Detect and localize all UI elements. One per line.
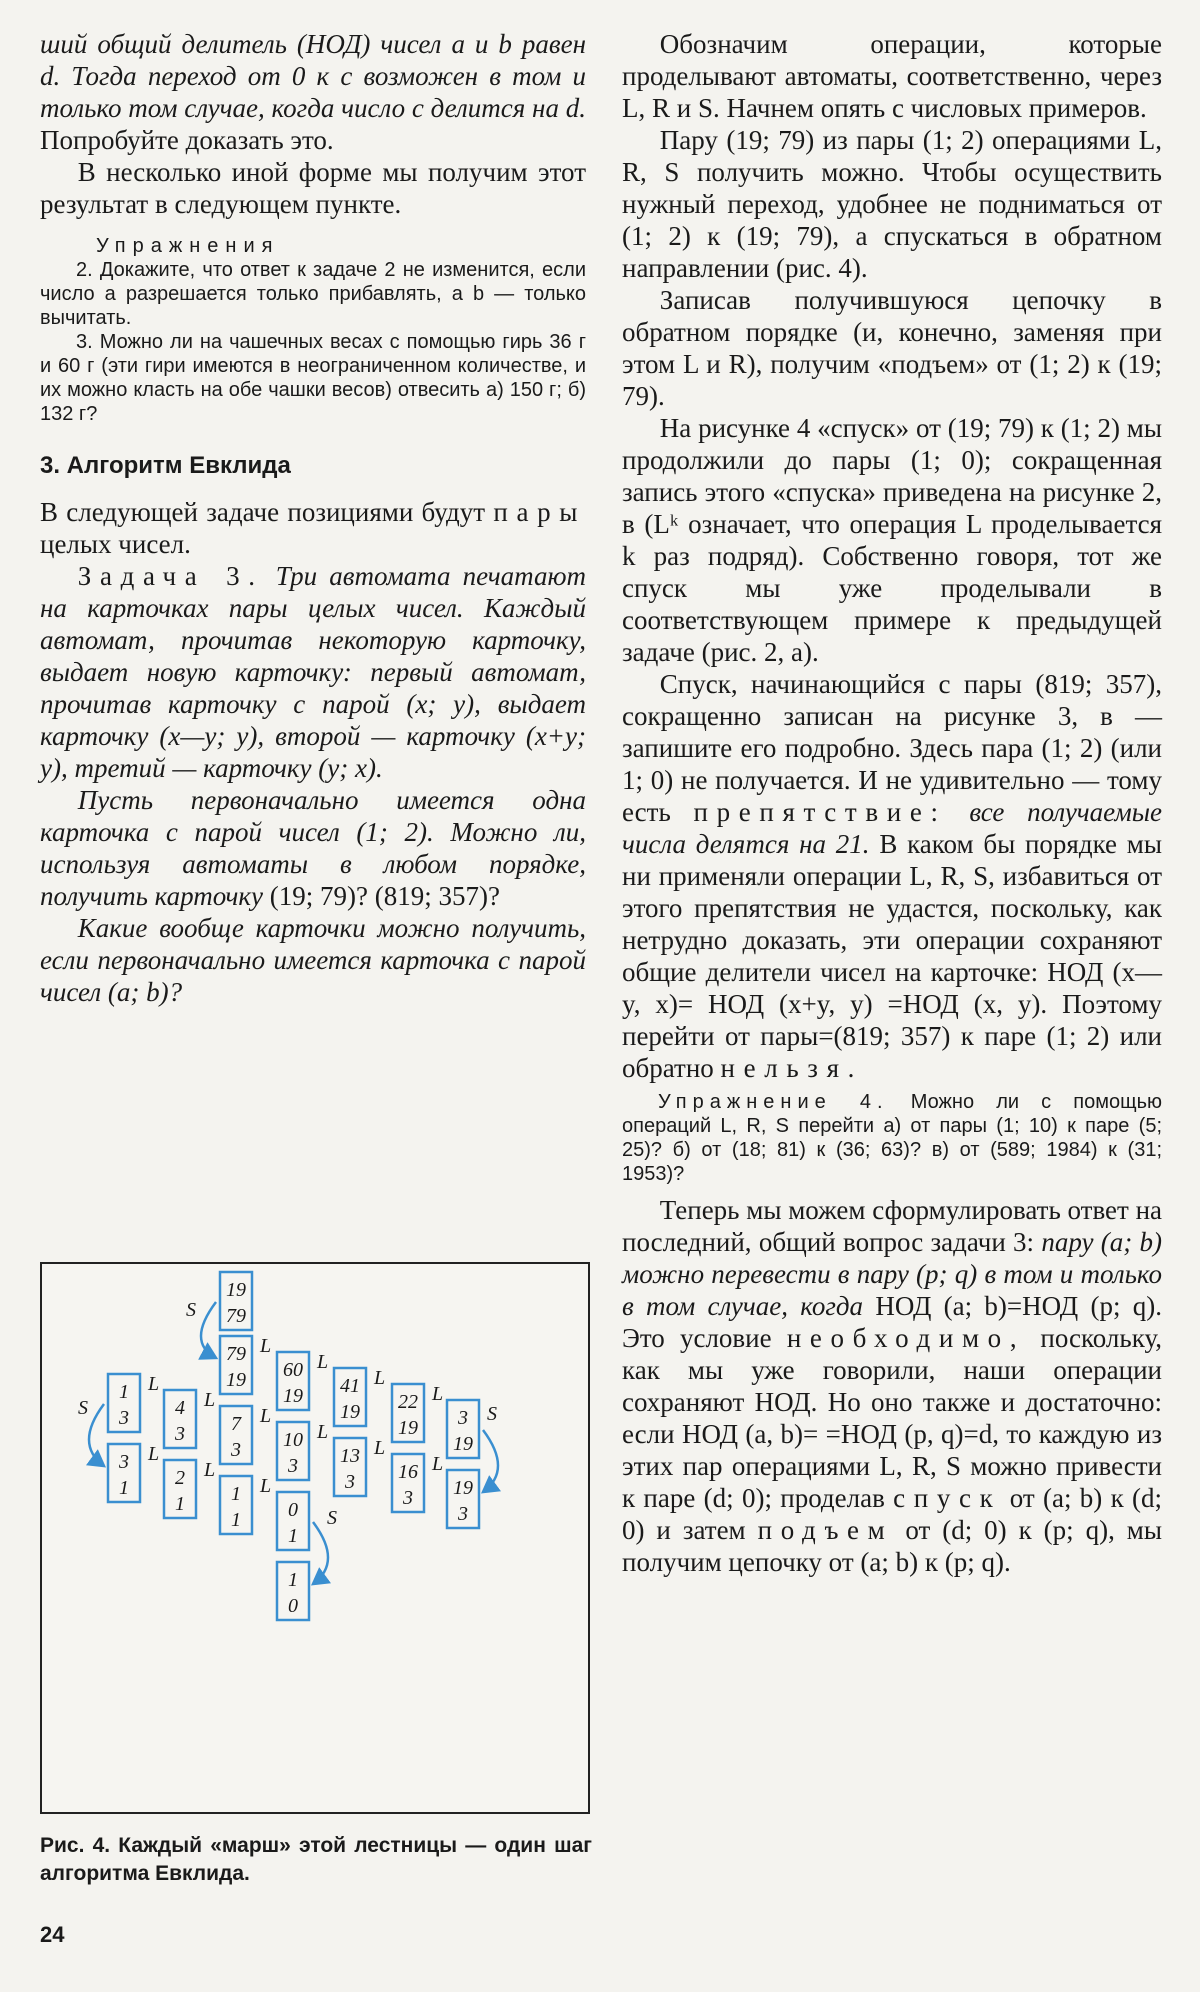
- exercise-3: 3. Можно ли на чашечных весах с помощью гирь 36 г и 60 г (эти гири имеются в неограниченном количестве, и их можно класть на обе чашки весов) отвесить а) 150 г; б) 132 г?: [40, 331, 586, 425]
- card-17-top: 1: [288, 1569, 298, 1591]
- exercises-heading: Упражнения: [96, 235, 280, 257]
- task-general: Какие вообще карточки можно получить, если первоначально имеется карточка с парой чисел (a; b)?: [40, 913, 586, 1007]
- card-9-bottom: 3: [288, 1455, 298, 1477]
- op-l-row2-3: L: [260, 1405, 272, 1427]
- intro-continuation: ший общий делитель (НОД) чисел a и b равен d. Тогда переход от 0 к c возможен в том и только том случае, когда число c делится на d.: [40, 29, 586, 123]
- card-13-top: 3: [119, 1451, 129, 1473]
- op-s-1-arrow: [201, 1302, 216, 1358]
- paragraph-5-end: В каком бы порядке мы ни применяли операции L, R, S, избавиться от этого препятствия не удастся, поскольку, как нетрудно доказать, эти операции сохраняют общие делители чисел на карточке: НОД (x—y, x)= НОД (x+y, y) =НОД (x, y). Поэтому перейти от пары=(819; 357) к паре (1; 2) или обратно: [622, 829, 1162, 1083]
- paragraph-3: Записав получившуюся цепочку в обратном порядке (и, конечно, заменяя при этом L и R), получим «подъем» от (1; 2) к (19; 79).: [622, 285, 1162, 411]
- right-column: [622, 28, 1162, 1578]
- card-15-bottom: 1: [231, 1509, 241, 1531]
- card-5-bottom: 19: [453, 1433, 473, 1455]
- card-6-bottom: 3: [458, 1503, 468, 1525]
- paragraph-5: [622, 668, 1162, 1084]
- paragraph-6-mid: поскольку, как мы уже говорили, наши операции сохраняют НОД. Но оно также и достаточно: если НОД (a, b)= =НОД (p, q)=d, то каждую из этих пар операциями L, R, S можно привести к паре (d; 0); проделав: [622, 1323, 1162, 1513]
- left-column: [40, 28, 586, 1008]
- card-2-top: 60: [283, 1359, 303, 1381]
- card-7-top: 16: [398, 1461, 418, 1483]
- card-4-top: 22: [398, 1391, 418, 1413]
- card-9-top: 10: [283, 1429, 303, 1451]
- card-6-top: 19: [453, 1477, 473, 1499]
- card-5-top: 3: [458, 1407, 468, 1429]
- card-1-bottom: 19: [226, 1369, 246, 1391]
- exercise-4-text: Можно ли с помощью операций L, R, S перейти а) от пары (1; 10) к паре (5; 25)? б) от (18; 81) к (36; 63)? в) от (589; 1984) к (31; 1953)?: [622, 1091, 1163, 1185]
- op-l-row1-3: L: [432, 1383, 444, 1405]
- task-question-tail: (19; 79)? (819; 357)?: [269, 881, 500, 911]
- section-heading: 3. Алгоритм Евклида: [40, 452, 291, 479]
- staircase-diagram: [42, 1264, 592, 1816]
- paragraph-5-start: Спуск, начинающийся с пары (819; 357), сокращенно записан на рисунке 3, в — запишите его подробно. Здесь пара (1; 2) (или 1; 0) не получается. И не удивительно — тому есть: [622, 669, 1162, 827]
- card-10-top: 7: [231, 1413, 241, 1435]
- task-question-italic: Пусть первоначально имеется одна карточка с парой чисел (1; 2). Можно ли, используя автоматы в любом порядке, получить карточку: [40, 785, 586, 911]
- paragraph-2: Пару (19; 79) из пары (1; 2) операциями L, R, S получить можно. Чтобы осуществить нужный переход, удобнее не подниматься от (1; 2) к (19; 79), а спускаться в обратном направлении (рис. 4).: [622, 125, 1162, 283]
- paragraph-6: [622, 1194, 1162, 1578]
- card-4-bottom: 19: [398, 1417, 418, 1439]
- card-7-bottom: 3: [403, 1487, 413, 1509]
- exercise-2: 2. Докажите, что ответ к задаче 2 не изменится, если число a разрешается только прибавлять, а b — только вычитать.: [40, 259, 586, 329]
- card-0-bottom: 79: [226, 1305, 246, 1327]
- op-s-4-arrow: [313, 1522, 328, 1584]
- op-l-row2-5: L: [148, 1373, 160, 1395]
- paragraph-6-cond: НОД (a; b)=НОД (p; q).: [875, 1291, 1162, 1321]
- exercise-4-block: [622, 1090, 1162, 1186]
- card-14-bottom: 1: [175, 1493, 185, 1515]
- card-15-top: 1: [231, 1483, 241, 1505]
- card-3-top: 41: [340, 1375, 360, 1397]
- paragraph-6-spaced-3: подъем: [757, 1515, 894, 1545]
- op-l-row2-4: L: [204, 1389, 216, 1411]
- op-s-1-label: S: [186, 1299, 196, 1321]
- card-8-top: 13: [340, 1445, 360, 1467]
- card-10-bottom: 3: [231, 1439, 241, 1461]
- intro-paragraph: [40, 28, 586, 156]
- positions-tail: целых чисел.: [40, 529, 191, 559]
- paragraph-6-lead: Это условие: [622, 1323, 772, 1353]
- card-11-top: 4: [175, 1397, 185, 1419]
- card-3-bottom: 19: [340, 1401, 360, 1423]
- op-l-row2-2: L: [317, 1421, 329, 1443]
- paragraph-5-italic: все получаемые числа делятся на 21.: [622, 797, 1162, 859]
- page-number: 24: [40, 1922, 65, 1947]
- card-16-top: 0: [288, 1499, 298, 1521]
- exercise-4-label: Упражнение 4.: [658, 1091, 889, 1113]
- card-11-bottom: 3: [175, 1423, 185, 1445]
- op-l-row1-1: L: [317, 1351, 329, 1373]
- op-s-3-label: S: [78, 1397, 88, 1419]
- op-s-2-arrow: [483, 1430, 498, 1492]
- paragraph-6-spaced-1: необходимо,: [786, 1323, 1026, 1353]
- op-s-4-label: S: [327, 1507, 337, 1529]
- op-l-row3-2: L: [260, 1475, 272, 1497]
- op-l-row3-1: L: [204, 1459, 216, 1481]
- op-l-row2-0: L: [432, 1453, 444, 1475]
- exercise-4: [622, 1090, 1162, 1186]
- task-question: [40, 784, 586, 912]
- card-17-bottom: 0: [288, 1595, 298, 1617]
- figure-4: [40, 1262, 590, 1814]
- card-12-bottom: 3: [119, 1407, 129, 1429]
- paragraph-5-nelzya: нельзя.: [720, 1053, 864, 1083]
- card-2-bottom: 19: [283, 1385, 303, 1407]
- task-paragraph: [40, 560, 586, 784]
- positions-lead: В следующей задаче позициями будут: [40, 497, 486, 527]
- paragraph-1: Обозначим операции, которые проделывают автоматы, соответственно, через L, R и S. Начнем опять с числовых примеров.: [622, 29, 1162, 123]
- op-l-row1-2: L: [374, 1367, 386, 1389]
- figure-caption: Рис. 4. Каждый «марш» этой лестницы — один шаг алгоритма Евклида.: [40, 1834, 592, 1885]
- exercises-block: [40, 234, 586, 426]
- card-0-top: 19: [226, 1279, 246, 1301]
- op-s-3-arrow: [89, 1404, 104, 1466]
- positions-paragraph: [40, 496, 586, 560]
- card-8-bottom: 3: [345, 1471, 355, 1493]
- positions-spaced: пары: [493, 497, 586, 527]
- intro-tail: Попробуйте доказать это.: [40, 125, 334, 155]
- paragraph-6-mid2: от (a; b) к (d; 0) и затем: [622, 1483, 1162, 1545]
- task-label: Задача 3.: [77, 561, 264, 591]
- op-l-row2-1: L: [374, 1437, 386, 1459]
- card-14-top: 2: [175, 1467, 185, 1489]
- card-1-top: 79: [226, 1343, 246, 1365]
- paragraph-6-end: от (d; 0) к (p; q), мы получим цепочку от (a; b) к (p; q).: [622, 1515, 1163, 1577]
- card-13-bottom: 1: [119, 1477, 129, 1499]
- card-16-bottom: 1: [288, 1525, 298, 1547]
- paragraph-4: На рисунке 4 «спуск» от (19; 79) к (1; 2) мы продолжили до пары (1; 0); сокращенная запись этого «спуска» приведена на рисунке 2, в (Lᵏ означает, что операция L проделывается k раз подряд). Собственно говоря, тот же спуск мы уже проделывали в соответствующем примере к предыдущей задаче (рис. 2, а).: [622, 413, 1162, 667]
- op-l-row3-0: L: [148, 1443, 160, 1465]
- paragraph-6-spaced-2: спуск: [893, 1483, 1002, 1513]
- paragraph-6-start: Теперь мы можем сформулировать ответ на последний, общий вопрос задачи 3:: [622, 1195, 1163, 1257]
- task-text: Три автомата печатают на карточках пары целых чисел. Каждый автомат, прочитав некоторую карточку, выдает новую карточку: первый автомат, прочитав карточку с парой (x; y), выдает карточку (x—y; y), второй — карточку (x+y; y), третий — карточку (y; x).: [40, 561, 586, 783]
- op-s-2-label: S: [487, 1403, 497, 1425]
- next-point-paragraph: В несколько иной форме мы получим этот результат в следующем пункте.: [40, 157, 586, 219]
- paragraph-6-italic: пару (a; b) можно перевести в пару (p; q) в том и только в том случае, когда: [622, 1227, 1162, 1321]
- paragraph-5-spaced: препятствие:: [693, 797, 947, 827]
- op-l-row1-0: L: [260, 1335, 272, 1357]
- card-12-top: 1: [119, 1381, 129, 1403]
